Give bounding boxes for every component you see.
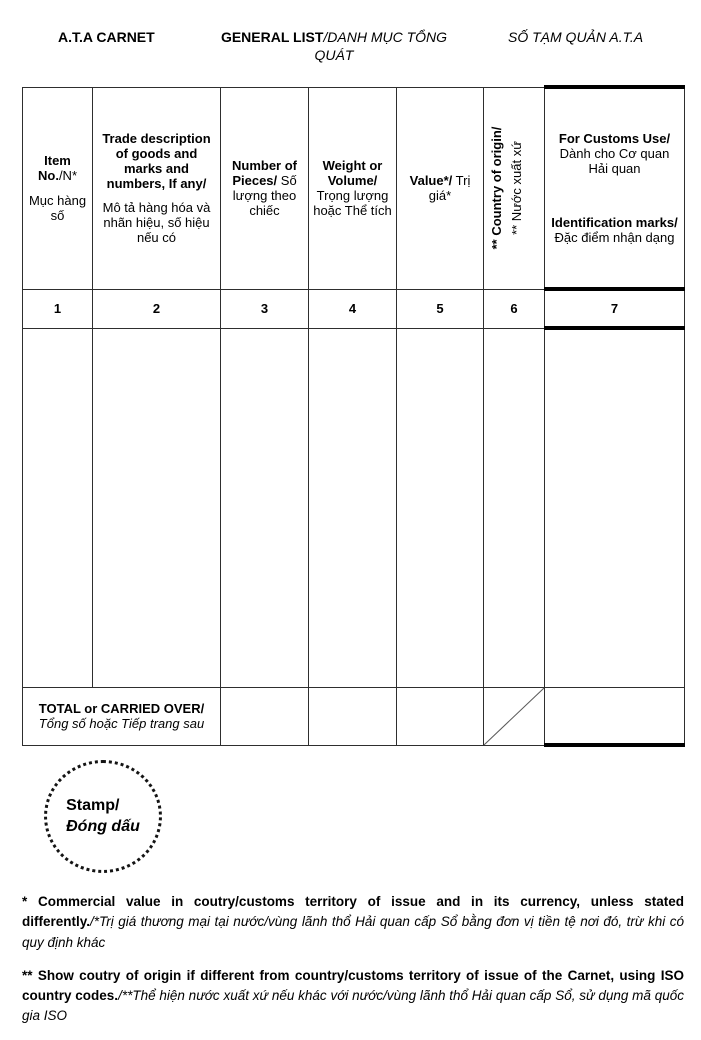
header-weight-or-volume xyxy=(309,87,397,289)
column-number-row xyxy=(23,289,685,328)
carnet-title: A.T.A CARNET xyxy=(58,29,155,45)
total-label-en: TOTAL or CARRIED OVER/ xyxy=(38,700,205,716)
header-value-en: Value*/ xyxy=(409,172,453,188)
column-number-6: 6 xyxy=(484,289,545,328)
header-number-of-pieces-vi: Số lượng theo chiếc xyxy=(232,172,297,219)
header-value-vi: Trị giá* xyxy=(428,172,471,203)
body-cell-customs-use xyxy=(545,328,685,687)
header-item-no xyxy=(23,87,93,289)
stamp-label-vi: Đóng dấu xyxy=(66,817,140,835)
diagonal-slash-icon xyxy=(484,688,544,745)
total-label-vi: Tổng số hoặc Tiếp trang sau xyxy=(38,716,205,731)
column-number-1: 1 xyxy=(23,289,93,328)
document-header xyxy=(0,27,701,67)
header-number-of-pieces-en: Number of Pieces/ xyxy=(232,157,297,188)
header-trade-description xyxy=(93,87,221,289)
footnote-commercial-value-vi: /*Trị giá thương mại tại nước/vùng lãnh thổ Hải quan cấp Sổ bằng đơn vị tiền tệ nơi đó, trừ khi có quy định khác xyxy=(22,914,684,950)
footnote-country-of-origin xyxy=(22,966,684,1027)
general-list-title-vi: /DANH MỤC TỔNG QUÁT xyxy=(314,29,448,63)
header-item-no-en: Item No. xyxy=(37,153,71,184)
carnet-number-label: SỐ TẠM QUẢN A.T.A xyxy=(508,29,644,45)
total-cell-country-of-origin-slash xyxy=(484,687,545,745)
body-cell-number-of-pieces xyxy=(221,328,309,687)
body-cell-trade-description xyxy=(93,328,221,687)
header-number-of-pieces xyxy=(221,87,309,289)
total-cell-number-of-pieces xyxy=(221,687,309,745)
header-trade-description-vi: Mô tả hàng hóa và nhãn hiệu, số hiệu nếu có xyxy=(102,200,211,246)
header-country-of-origin-vi: ** Nước xuất xứ xyxy=(509,141,525,235)
footnote-commercial-value xyxy=(22,892,684,953)
header-customs-use-vi: Dành cho Cơ quan Hải quan xyxy=(559,146,670,177)
header-identification-marks-vi: Đặc điểm nhận dạng xyxy=(554,229,675,245)
header-country-of-origin xyxy=(484,87,545,289)
total-cell-weight-or-volume xyxy=(309,687,397,745)
column-number-3: 3 xyxy=(221,289,309,328)
header-identification-marks-en: Identification marks/ xyxy=(551,214,678,230)
general-list-table xyxy=(22,85,685,747)
header-item-no-mark: /N* xyxy=(58,168,77,184)
header-item-no-vi: Mục hàng số xyxy=(28,192,87,223)
body-cell-country-of-origin xyxy=(484,328,545,687)
total-cell-value xyxy=(397,687,484,745)
general-list-title xyxy=(205,29,463,64)
stamp-circle-icon xyxy=(44,760,162,873)
table-header-row xyxy=(23,87,685,289)
column-number-2: 2 xyxy=(93,289,221,328)
header-country-of-origin-en: ** Country of origin/ xyxy=(489,126,504,250)
stamp-label-en: Stamp/ xyxy=(66,796,120,814)
footnote-country-of-origin-en: ** Show coutry of origin if different from country/customs territory of issue of the Carnet, using ISO country codes. xyxy=(22,967,684,1003)
body-cell-weight-or-volume xyxy=(309,328,397,687)
header-country-of-origin-rotated xyxy=(487,94,541,282)
column-number-4: 4 xyxy=(309,289,397,328)
table-body-row xyxy=(23,328,685,687)
header-customs-use xyxy=(545,87,685,289)
header-weight-or-volume-en: Weight or Volume/ xyxy=(322,157,383,188)
footnote-country-of-origin-vi: /**Thể hiện nước xuất xứ nếu khác với nước/vùng lãnh thổ Hải quan cấp Sổ, sử dụng mã quốc gia ISO xyxy=(22,988,684,1024)
header-value xyxy=(397,87,484,289)
body-cell-item-no xyxy=(23,328,93,687)
body-cell-value xyxy=(397,328,484,687)
stamp-label xyxy=(66,796,140,838)
header-customs-use-en: For Customs Use/ xyxy=(558,131,671,147)
general-list-title-en: GENERAL LIST xyxy=(220,29,324,45)
footnotes xyxy=(22,892,684,1040)
total-row xyxy=(23,687,685,745)
column-number-7: 7 xyxy=(545,289,685,328)
footnote-commercial-value-en: * Commercial value in coutry/customs territory of issue and in its currency, unless stated differently. xyxy=(22,894,684,930)
total-cell-customs-use xyxy=(545,687,685,745)
header-weight-or-volume-vi: Trọng lượng hoặc Thể tích xyxy=(313,188,392,219)
header-trade-description-en: Trade description of goods and marks and numbers, If any/ xyxy=(102,130,211,191)
total-label-cell xyxy=(23,687,221,745)
column-number-5: 5 xyxy=(397,289,484,328)
